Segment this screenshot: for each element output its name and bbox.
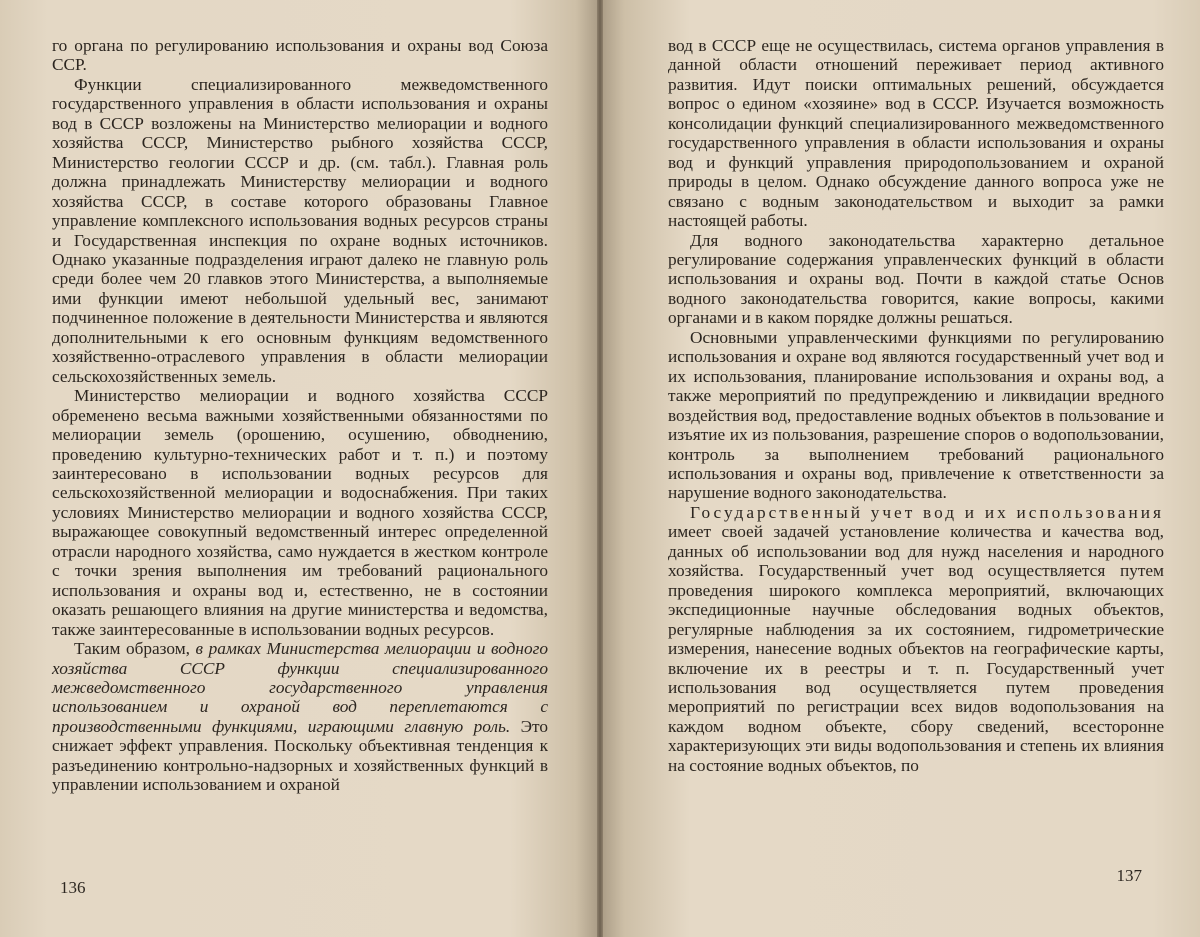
book-gutter (597, 0, 603, 937)
right-paragraph-1: вод в СССР еще не осуществилась, система органов управления в данной области отношений переживает период активного развития. Идут поиски оптимальных решений, обсуждается вопрос о едином «хозяине» вод в СССР. Изучается возможность консолидации функций специализированного межведомственного государственного управления в области использования и охраны вод и функций управления природопользованием и охраной природы в целом. Однако обсуждение данного вопроса уже не связано с водным законодательством и выходит за рамки настоящей работы. (668, 36, 1164, 231)
left-page-text (52, 36, 548, 795)
right-page-number: 137 (1116, 866, 1142, 885)
right-page (600, 0, 1200, 937)
right-paragraph-3: Основными управленческими функциями по регулированию использования и охране вод являются государственный учет вод и их использования, планирование использования и охраны вод, а также мероприятий по предупреждению и ликвидации вредного воздействия вод, предоставление водных объектов в пользование и изъятие их из пользования, разрешение споров о водопользовании, контроль за выполнением требований рационального использования и охраны вод, привлечение к ответственности за нарушение водного законодательства. (668, 327, 1164, 503)
left-paragraph-4-emphasis: в рамках Министерства мелиорации и водного хозяйства СССР функции специализированного межведомственного государственного управления использованием и охраной вод переплетаются с производственными функциями, играющими главную роль. (52, 639, 548, 736)
right-page-text (668, 36, 1164, 775)
left-paragraph-4 (52, 639, 548, 795)
right-paragraph-4-heading: Государственный учет вод и их использования (690, 502, 1164, 522)
right-paragraph-4-rest: имеет своей задачей установление количества и качества вод, данных об использовании вод для нужд населения и народного хозяйства. Государственный учет вод осуществляется путем проведения широкого комплекса мероприятий, включающих экспедиционные научные обследования водных объектов, регулярные наблюдения за их состоянием, гидрометрические измерения, нанесение водных объектов на географические карты, включение их в реестры и т. п. Государственный учет использования вод осуществляется путем проведения мероприятий по регистрации всех видов водопользования на каждом водном объекте, сбору сведений, всесторонне характеризующих эти виды водопользования и степень их влияния на состояние водных объектов, по (668, 522, 1164, 775)
right-paragraph-4 (668, 503, 1164, 775)
left-paragraph-4-lead: Таким образом, (74, 639, 196, 659)
left-paragraph-2: Функции специализированного межведомственного государственного управления в области использования и охраны вод в СССР возложены на Министерство мелиорации и водного хозяйства СССР, Министерство рыбного хозяйства СССР, Министерство геологии СССР и др. (см. табл.). Главная роль должна принадлежать Министерству мелиорации и водного хозяйства СССР, в составе которого образованы Главное управление комплексного использования водных ресурсов страны и Государственная инспекция по охране водных источников. Однако указанные подразделения играют далеко не главную роль среди более чем 20 главков этого Министерства, а выполняемые ими функции имеют небольшой удельный вес, занимают подчиненное положение в деятельности Министерства и являются дополнительными к его основным функциям ведомственного хозяйственно-отраслевого управления в области мелиорации сельскохозяйственных земель. (52, 74, 548, 386)
right-paragraph-2: Для водного законодательства характерно детальное регулирование содержания управленческих функций в области использования и охраны вод. Почти в каждой статье Основ водного законодательства говорится, какие вопросы, какими органами и в каком порядке должны решаться. (668, 230, 1164, 328)
left-page-number: 136 (60, 878, 86, 897)
left-paragraph-1: го органа по регулированию использования и охраны вод Союза ССР. (52, 36, 548, 75)
left-paragraph-3: Министерство мелиорации и водного хозяйства СССР обременено весьма важными хозяйственными обязанностями по мелиорации земель (орошению, осушению, обводнению, проведению культурно-технических работ и т. п.) и поэтому заинтересовано в использовании водных ресурсов для сельскохозяйственной мелиорации и водоснабжения. При таких условиях Министерство мелиорации и водного хозяйства СССР, выражающее совокупный ведомственный интерес определенной отрасли народного хозяйства, само нуждается в жестком контроле с точки зрения выполнения им требований рационального использования и охраны вод и, естественно, не в состоянии оказать решающего влияния на другие министерства и ведомства, также заинтересованные в использовании водных ресурсов. (52, 386, 548, 639)
left-paragraph-4-rest: Это снижает эффект управления. Поскольку объективная тенденция к разъединению контрольно-надзорных и хозяйственных функций в управлении использованием и охраной (52, 716, 548, 795)
